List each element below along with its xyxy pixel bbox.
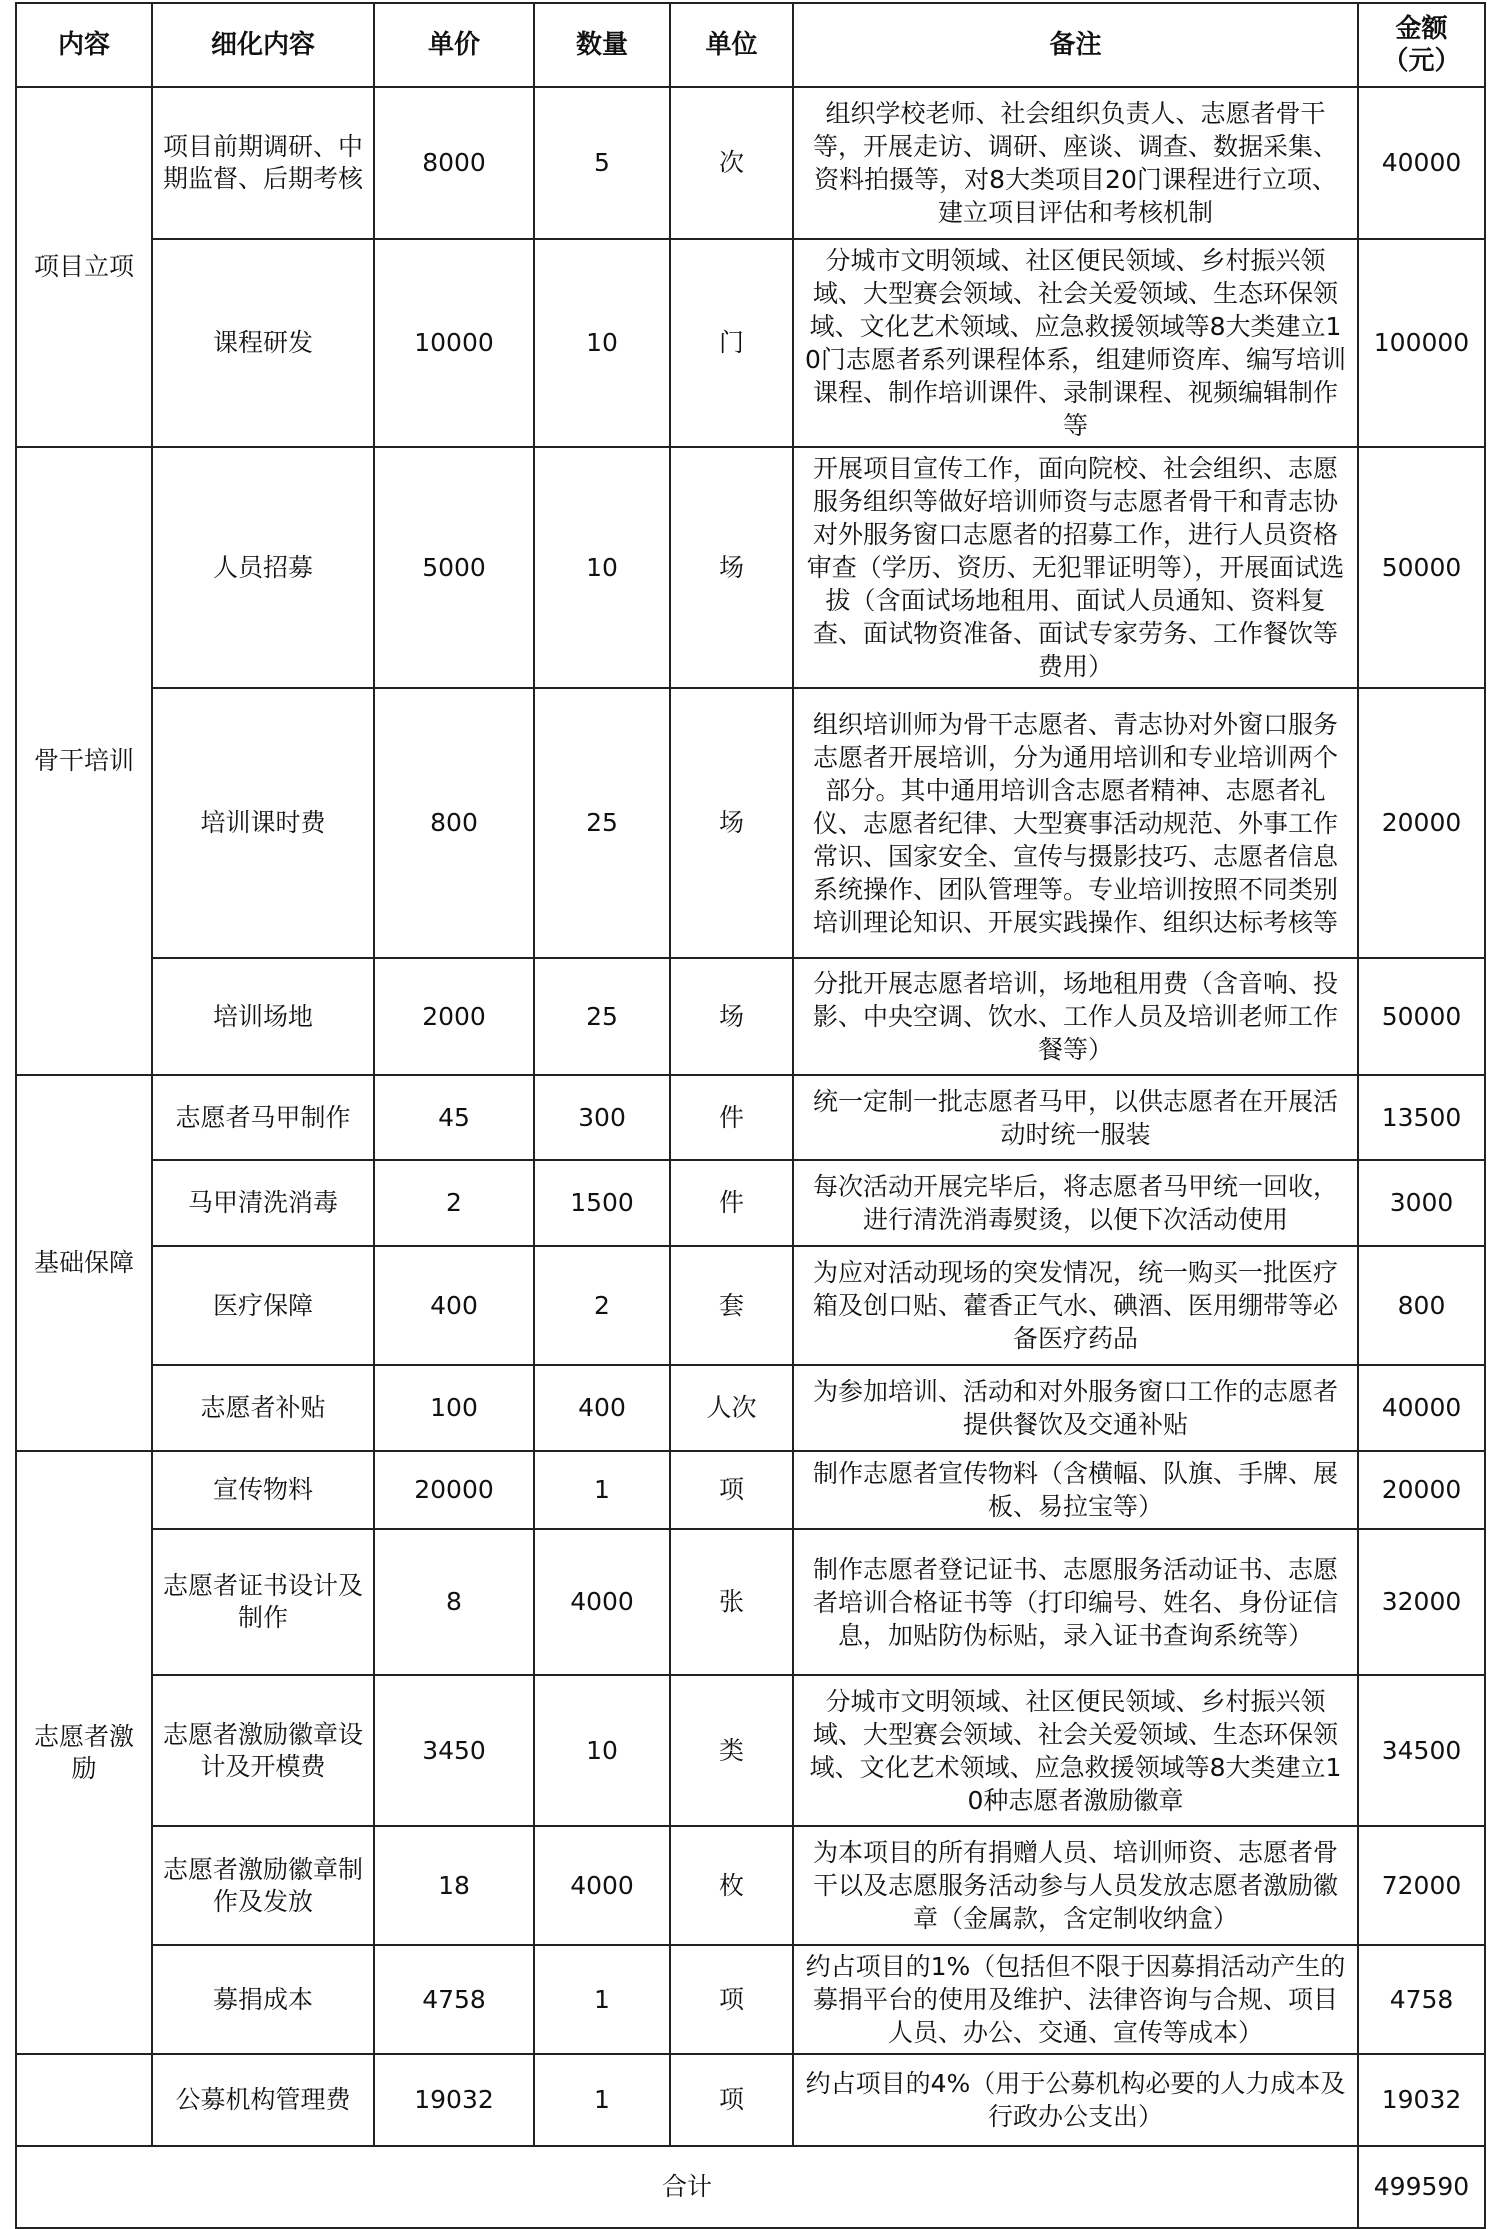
table-row	[16, 1075, 1485, 1160]
table-row	[16, 447, 1485, 688]
price-cell: 3450	[374, 1675, 534, 1826]
note-cell: 组织学校老师、社会组织负责人、志愿者骨干等，开展走访、调研、座谈、调查、数据采集、资料拍摄等，对8大类项目20门课程进行立项、建立项目评估和考核机制	[793, 87, 1358, 239]
header-detail: 细化内容	[152, 3, 374, 87]
unit-cell: 套	[670, 1246, 793, 1365]
qty-cell: 1	[534, 2054, 670, 2146]
note-cell: 每次活动开展完毕后，将志愿者马甲统一回收，进行清洗消毒熨烫，以便下次活动使用	[793, 1160, 1358, 1246]
qty-cell: 400	[534, 1365, 670, 1451]
detail-cell: 课程研发	[152, 239, 374, 447]
table-row	[16, 1826, 1485, 1945]
detail-cell: 培训课时费	[152, 688, 374, 958]
price-cell: 800	[374, 688, 534, 958]
unit-cell: 门	[670, 239, 793, 447]
price-cell: 45	[374, 1075, 534, 1160]
category-cell: 基础保障	[16, 1075, 152, 1451]
category-cell: 骨干培训	[16, 447, 152, 1075]
table-row	[16, 1160, 1485, 1246]
header-row	[16, 3, 1485, 87]
amount-cell: 800	[1358, 1246, 1485, 1365]
price-cell: 100	[374, 1365, 534, 1451]
unit-cell: 张	[670, 1529, 793, 1675]
amount-cell: 3000	[1358, 1160, 1485, 1246]
total-amount: 499590	[1358, 2146, 1485, 2228]
amount-cell: 50000	[1358, 447, 1485, 688]
note-cell: 为参加培训、活动和对外服务窗口工作的志愿者提供餐饮及交通补贴	[793, 1365, 1358, 1451]
qty-cell: 25	[534, 958, 670, 1075]
price-cell: 8	[374, 1529, 534, 1675]
unit-cell: 件	[670, 1160, 793, 1246]
note-cell: 分城市文明领域、社区便民领域、乡村振兴领域、大型赛会领域、社会关爱领域、生态环保领域、文化艺术领域、应急救援领域等8大类建立10种志愿者激励徽章	[793, 1675, 1358, 1826]
qty-cell: 10	[534, 1675, 670, 1826]
amount-cell: 19032	[1358, 2054, 1485, 2146]
detail-cell: 志愿者补贴	[152, 1365, 374, 1451]
header-note: 备注	[793, 3, 1358, 87]
table-row	[16, 1365, 1485, 1451]
detail-cell: 人员招募	[152, 447, 374, 688]
detail-cell: 志愿者证书设计及制作	[152, 1529, 374, 1675]
detail-cell: 宣传物料	[152, 1451, 374, 1529]
detail-cell: 志愿者激励徽章制作及发放	[152, 1826, 374, 1945]
unit-cell: 类	[670, 1675, 793, 1826]
budget-table	[15, 2, 1486, 2229]
table-row	[16, 1451, 1485, 1529]
qty-cell: 10	[534, 447, 670, 688]
amount-cell: 13500	[1358, 1075, 1485, 1160]
table-row	[16, 239, 1485, 447]
amount-cell: 40000	[1358, 87, 1485, 239]
detail-cell: 项目前期调研、中期监督、后期考核	[152, 87, 374, 239]
amount-cell: 34500	[1358, 1675, 1485, 1826]
detail-cell: 募捐成本	[152, 1945, 374, 2054]
note-cell: 约占项目的1%（包括但不限于因募捐活动产生的募捐平台的使用及维护、法律咨询与合规、项目人员、办公、交通、宣传等成本）	[793, 1945, 1358, 2054]
price-cell: 8000	[374, 87, 534, 239]
table-row	[16, 688, 1485, 958]
price-cell: 4758	[374, 1945, 534, 2054]
qty-cell: 1500	[534, 1160, 670, 1246]
amount-cell: 20000	[1358, 688, 1485, 958]
amount-cell: 32000	[1358, 1529, 1485, 1675]
amount-cell: 20000	[1358, 1451, 1485, 1529]
header-amount: 金额（元）	[1358, 3, 1485, 87]
detail-cell: 志愿者马甲制作	[152, 1075, 374, 1160]
unit-cell: 场	[670, 447, 793, 688]
note-cell: 为本项目的所有捐赠人员、培训师资、志愿者骨干以及志愿服务活动参与人员发放志愿者激励徽章（金属款，含定制收纳盒）	[793, 1826, 1358, 1945]
qty-cell: 10	[534, 239, 670, 447]
detail-cell: 培训场地	[152, 958, 374, 1075]
total-label: 合计	[16, 2146, 1358, 2228]
note-cell: 制作志愿者登记证书、志愿服务活动证书、志愿者培训合格证书等（打印编号、姓名、身份证信息，加贴防伪标贴，录入证书查询系统等）	[793, 1529, 1358, 1675]
qty-cell: 1	[534, 1945, 670, 2054]
detail-cell: 志愿者激励徽章设计及开模费	[152, 1675, 374, 1826]
note-cell: 分批开展志愿者培训，场地租用费（含音响、投影、中央空调、饮水、工作人员及培训老师工作餐等）	[793, 958, 1358, 1075]
table-row	[16, 1246, 1485, 1365]
note-cell: 组织培训师为骨干志愿者、青志协对外窗口服务志愿者开展培训，分为通用培训和专业培训两个部分。其中通用培训含志愿者精神、志愿者礼仪、志愿者纪律、大型赛事活动规范、外事工作常识、国家安全、宣传与摄影技巧、志愿者信息系统操作、团队管理等。专业培训按照不同类别培训理论知识、开展实践操作、组织达标考核等	[793, 688, 1358, 958]
qty-cell: 4000	[534, 1826, 670, 1945]
price-cell: 20000	[374, 1451, 534, 1529]
table-row	[16, 958, 1485, 1075]
amount-cell: 72000	[1358, 1826, 1485, 1945]
header-unit: 单位	[670, 3, 793, 87]
total-row	[16, 2146, 1485, 2228]
price-cell: 19032	[374, 2054, 534, 2146]
price-cell: 2	[374, 1160, 534, 1246]
qty-cell: 300	[534, 1075, 670, 1160]
unit-cell: 场	[670, 958, 793, 1075]
price-cell: 400	[374, 1246, 534, 1365]
table-row	[16, 1675, 1485, 1826]
amount-cell: 100000	[1358, 239, 1485, 447]
price-cell: 18	[374, 1826, 534, 1945]
price-cell: 10000	[374, 239, 534, 447]
unit-cell: 件	[670, 1075, 793, 1160]
qty-cell: 4000	[534, 1529, 670, 1675]
category-cell: 志愿者激励	[16, 1451, 152, 2054]
header-price: 单价	[374, 3, 534, 87]
price-cell: 2000	[374, 958, 534, 1075]
amount-cell: 50000	[1358, 958, 1485, 1075]
unit-cell: 项	[670, 1451, 793, 1529]
table-row	[16, 1529, 1485, 1675]
price-cell: 5000	[374, 447, 534, 688]
note-cell: 为应对活动现场的突发情况，统一购买一批医疗箱及创口贴、藿香正气水、碘酒、医用绷带等必备医疗药品	[793, 1246, 1358, 1365]
category-cell: 项目立项	[16, 87, 152, 447]
qty-cell: 5	[534, 87, 670, 239]
table-row	[16, 1945, 1485, 2054]
note-cell: 开展项目宣传工作，面向院校、社会组织、志愿服务组织等做好培训师资与志愿者骨干和青志协对外服务窗口志愿者的招募工作，进行人员资格审查（学历、资历、无犯罪证明等），开展面试选拔（含面试场地租用、面试人员通知、资料复查、面试物资准备、面试专家劳务、工作餐饮等费用）	[793, 447, 1358, 688]
note-cell: 约占项目的4%（用于公募机构必要的人力成本及行政办公支出）	[793, 2054, 1358, 2146]
table-row	[16, 87, 1485, 239]
note-cell: 统一定制一批志愿者马甲，以供志愿者在开展活动时统一服装	[793, 1075, 1358, 1160]
unit-cell: 项	[670, 2054, 793, 2146]
qty-cell: 25	[534, 688, 670, 958]
unit-cell: 场	[670, 688, 793, 958]
detail-cell: 公募机构管理费	[152, 2054, 374, 2146]
header-content: 内容	[16, 3, 152, 87]
unit-cell: 人次	[670, 1365, 793, 1451]
qty-cell: 2	[534, 1246, 670, 1365]
table-row	[16, 2054, 1485, 2146]
unit-cell: 次	[670, 87, 793, 239]
detail-cell: 马甲清洗消毒	[152, 1160, 374, 1246]
amount-cell: 4758	[1358, 1945, 1485, 2054]
header-qty: 数量	[534, 3, 670, 87]
detail-cell: 医疗保障	[152, 1246, 374, 1365]
qty-cell: 1	[534, 1451, 670, 1529]
unit-cell: 项	[670, 1945, 793, 2054]
unit-cell: 枚	[670, 1826, 793, 1945]
note-cell: 制作志愿者宣传物料（含横幅、队旗、手牌、展板、易拉宝等）	[793, 1451, 1358, 1529]
amount-cell: 40000	[1358, 1365, 1485, 1451]
category-cell	[16, 2054, 152, 2146]
note-cell: 分城市文明领域、社区便民领域、乡村振兴领域、大型赛会领域、社会关爱领域、生态环保领域、文化艺术领域、应急救援领域等8大类建立10门志愿者系列课程体系，组建师资库、编写培训课程、制作培训课件、录制课程、视频编辑制作等	[793, 239, 1358, 447]
